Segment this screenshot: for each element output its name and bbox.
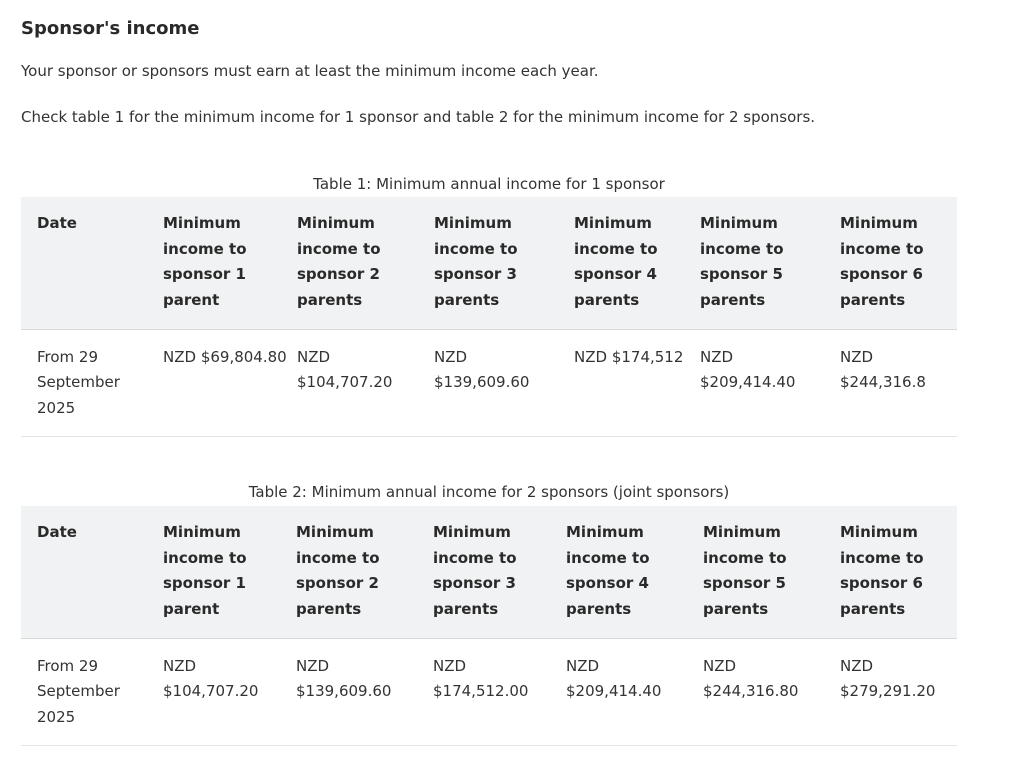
tables-guide-paragraph: Check table 1 for the minimum income for 1 sponsor and table 2 for the minimum income for 2 sponsors. <box>21 108 816 126</box>
cell-2-parents: NZD $104,707.20 <box>297 329 434 436</box>
table-row <box>21 638 957 745</box>
cell-date: From 29 September 2025 <box>21 638 163 745</box>
cell-2-parents: NZD $139,609.60 <box>296 638 433 745</box>
cell-1-parent: NZD $69,804.80 <box>163 329 297 436</box>
col-header-date: Date <box>21 506 163 638</box>
col-header-5-parents: Minimum income to sponsor 5 parents <box>700 197 840 329</box>
table-1-min-income-1-sponsor <box>21 197 957 437</box>
table-1-caption: Table 1: Minimum annual income for 1 sponsor <box>313 175 665 193</box>
table-row <box>21 329 957 436</box>
cell-6-parents: NZD $244,316.8 <box>840 329 957 436</box>
col-header-5-parents: Minimum income to sponsor 5 parents <box>703 506 840 638</box>
col-header-4-parents: Minimum income to sponsor 4 parents <box>566 506 703 638</box>
col-header-2-parents: Minimum income to sponsor 2 parents <box>297 197 434 329</box>
col-header-1-parent: Minimum income to sponsor 1 parent <box>163 506 296 638</box>
col-header-date: Date <box>21 197 163 329</box>
cell-3-parents: NZD $174,512.00 <box>433 638 566 745</box>
col-header-2-parents: Minimum income to sponsor 2 parents <box>296 506 433 638</box>
section-heading: Sponsor's income <box>21 18 200 39</box>
table-2-caption: Table 2: Minimum annual income for 2 sponsors (joint sponsors) <box>248 483 730 501</box>
col-header-6-parents: Minimum income to sponsor 6 parents <box>840 506 957 638</box>
table-header-row <box>21 197 957 329</box>
cell-1-parent: NZD $104,707.20 <box>163 638 296 745</box>
cell-5-parents: NZD $209,414.40 <box>700 329 840 436</box>
col-header-1-parent: Minimum income to sponsor 1 parent <box>163 197 297 329</box>
col-header-3-parents: Minimum income to sponsor 3 parents <box>434 197 574 329</box>
table-2-min-income-2-sponsors <box>21 506 957 746</box>
intro-paragraph: Your sponsor or sponsors must earn at least the minimum income each year. <box>21 62 599 80</box>
table-header-row <box>21 506 957 638</box>
cell-date: From 29 September 2025 <box>21 329 163 436</box>
cell-5-parents: NZD $244,316.80 <box>703 638 840 745</box>
col-header-6-parents: Minimum income to sponsor 6 parents <box>840 197 957 329</box>
cell-3-parents: NZD $139,609.60 <box>434 329 574 436</box>
col-header-3-parents: Minimum income to sponsor 3 parents <box>433 506 566 638</box>
col-header-4-parents: Minimum income to sponsor 4 parents <box>574 197 700 329</box>
cell-4-parents: NZD $174,512 <box>574 329 700 436</box>
cell-6-parents: NZD $279,291.20 <box>840 638 957 745</box>
cell-4-parents: NZD $209,414.40 <box>566 638 703 745</box>
